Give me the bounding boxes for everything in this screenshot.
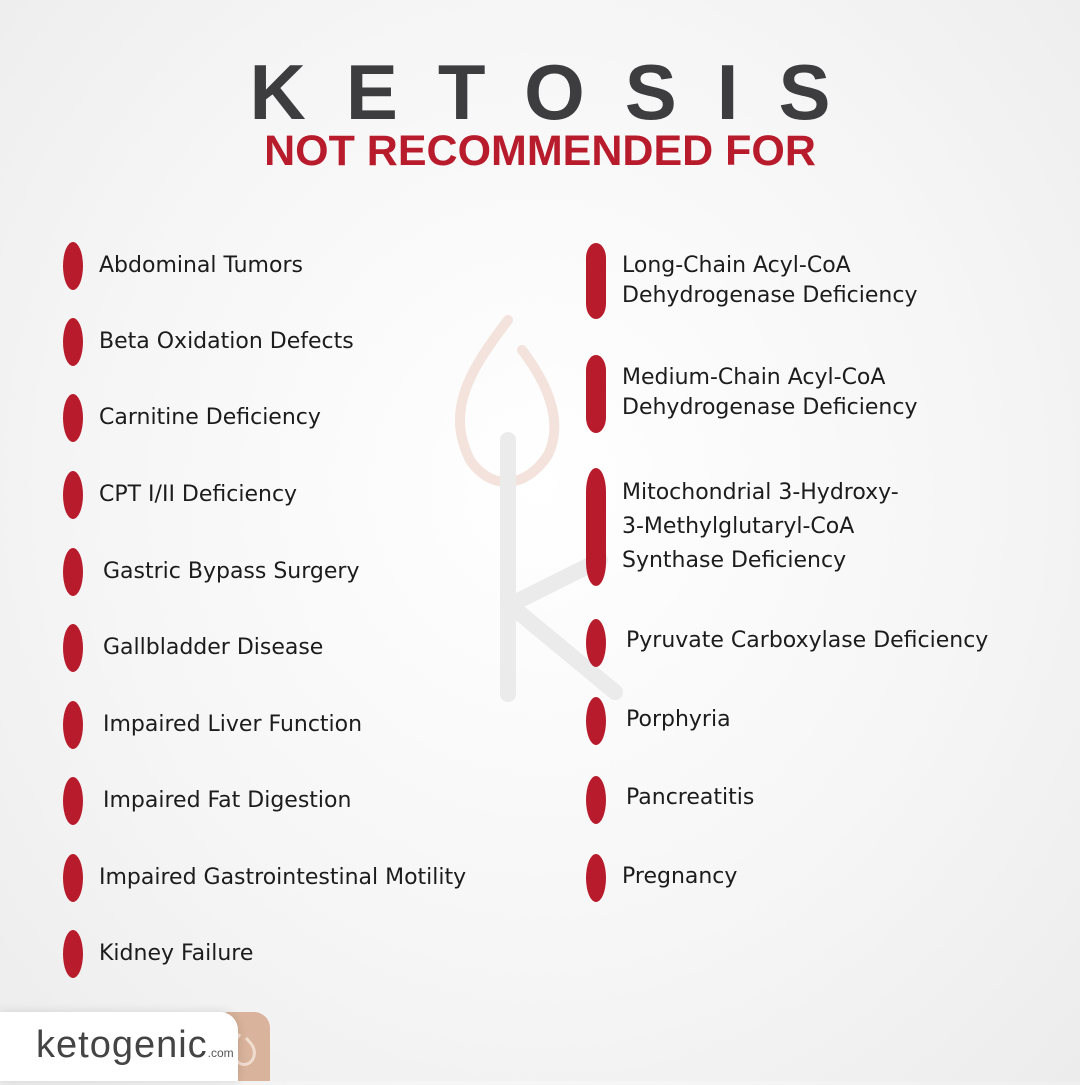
- list-item: [63, 700, 401, 750]
- list-item: [63, 317, 393, 367]
- list-item: [586, 696, 782, 746]
- item-label: Pyruvate Carboxylase Deficiency: [626, 628, 989, 653]
- item-label: Gallbladder Disease: [103, 635, 324, 660]
- list-item: [63, 853, 507, 903]
- list-item: [586, 466, 966, 588]
- page-title: KETOSIS: [249, 48, 871, 136]
- bullet-marker-icon: [63, 471, 83, 519]
- item-label: Porphyria: [626, 707, 731, 732]
- bullet-marker-icon: [63, 548, 83, 596]
- list-item: [63, 776, 393, 826]
- bullet-marker-icon: [586, 697, 606, 745]
- list-item: [586, 241, 1030, 321]
- brand-logo: [0, 1012, 238, 1081]
- item-label: Pregnancy: [622, 864, 738, 889]
- list-item: [63, 470, 353, 520]
- list-item: [586, 618, 1031, 668]
- bullet-marker-icon: [63, 854, 83, 902]
- list-item: [63, 929, 291, 979]
- item-label: Impaired Liver Function: [103, 712, 363, 737]
- bullet-marker-icon: [63, 701, 83, 749]
- bullet-marker-icon: [63, 394, 83, 442]
- bullet-marker-icon: [586, 468, 606, 586]
- item-label: Beta Oxidation Defects: [99, 329, 354, 354]
- list-item: [586, 853, 774, 903]
- bullet-marker-icon: [63, 242, 83, 290]
- list-item: [63, 393, 353, 443]
- item-label: Pancreatitis: [626, 785, 755, 810]
- item-label: Medium-Chain Acyl-CoA Dehydrogenase Deficiency: [622, 365, 918, 420]
- item-label: Kidney Failure: [99, 941, 254, 966]
- item-label: Impaired Gastrointestinal Motility: [99, 865, 467, 890]
- bullet-marker-icon: [586, 776, 606, 824]
- bullet-marker-icon: [63, 624, 83, 672]
- list-item: [63, 547, 398, 597]
- item-label: Long-Chain Acyl-CoA Dehydrogenase Deficiency: [622, 253, 918, 308]
- logo-name: ketogenic: [36, 1024, 208, 1066]
- page-subtitle: NOT RECOMMENDED FOR: [264, 127, 816, 175]
- list-item: [586, 775, 782, 825]
- bullet-marker-icon: [586, 619, 606, 667]
- item-label: CPT I/II Deficiency: [99, 482, 298, 507]
- logo-wordmark: [36, 1024, 234, 1067]
- bullet-marker-icon: [586, 854, 606, 902]
- list-item: [63, 623, 363, 673]
- bullet-marker-icon: [63, 777, 83, 825]
- item-label: Gastric Bypass Surgery: [103, 559, 360, 584]
- list-item: [586, 353, 966, 435]
- logo-domain: .com: [207, 1046, 234, 1060]
- item-label: Mitochondrial 3-Hydroxy- 3-Methylglutaryl-CoA Synthase Deficiency: [622, 480, 899, 573]
- bullet-marker-icon: [63, 930, 83, 978]
- bullet-marker-icon: [586, 243, 606, 319]
- bullet-marker-icon: [586, 355, 606, 433]
- item-label: Abdominal Tumors: [99, 253, 303, 278]
- item-label: Carnitine Deficiency: [99, 405, 321, 430]
- list-item: [63, 241, 353, 291]
- item-label: Impaired Fat Digestion: [103, 788, 352, 813]
- bullet-marker-icon: [63, 318, 83, 366]
